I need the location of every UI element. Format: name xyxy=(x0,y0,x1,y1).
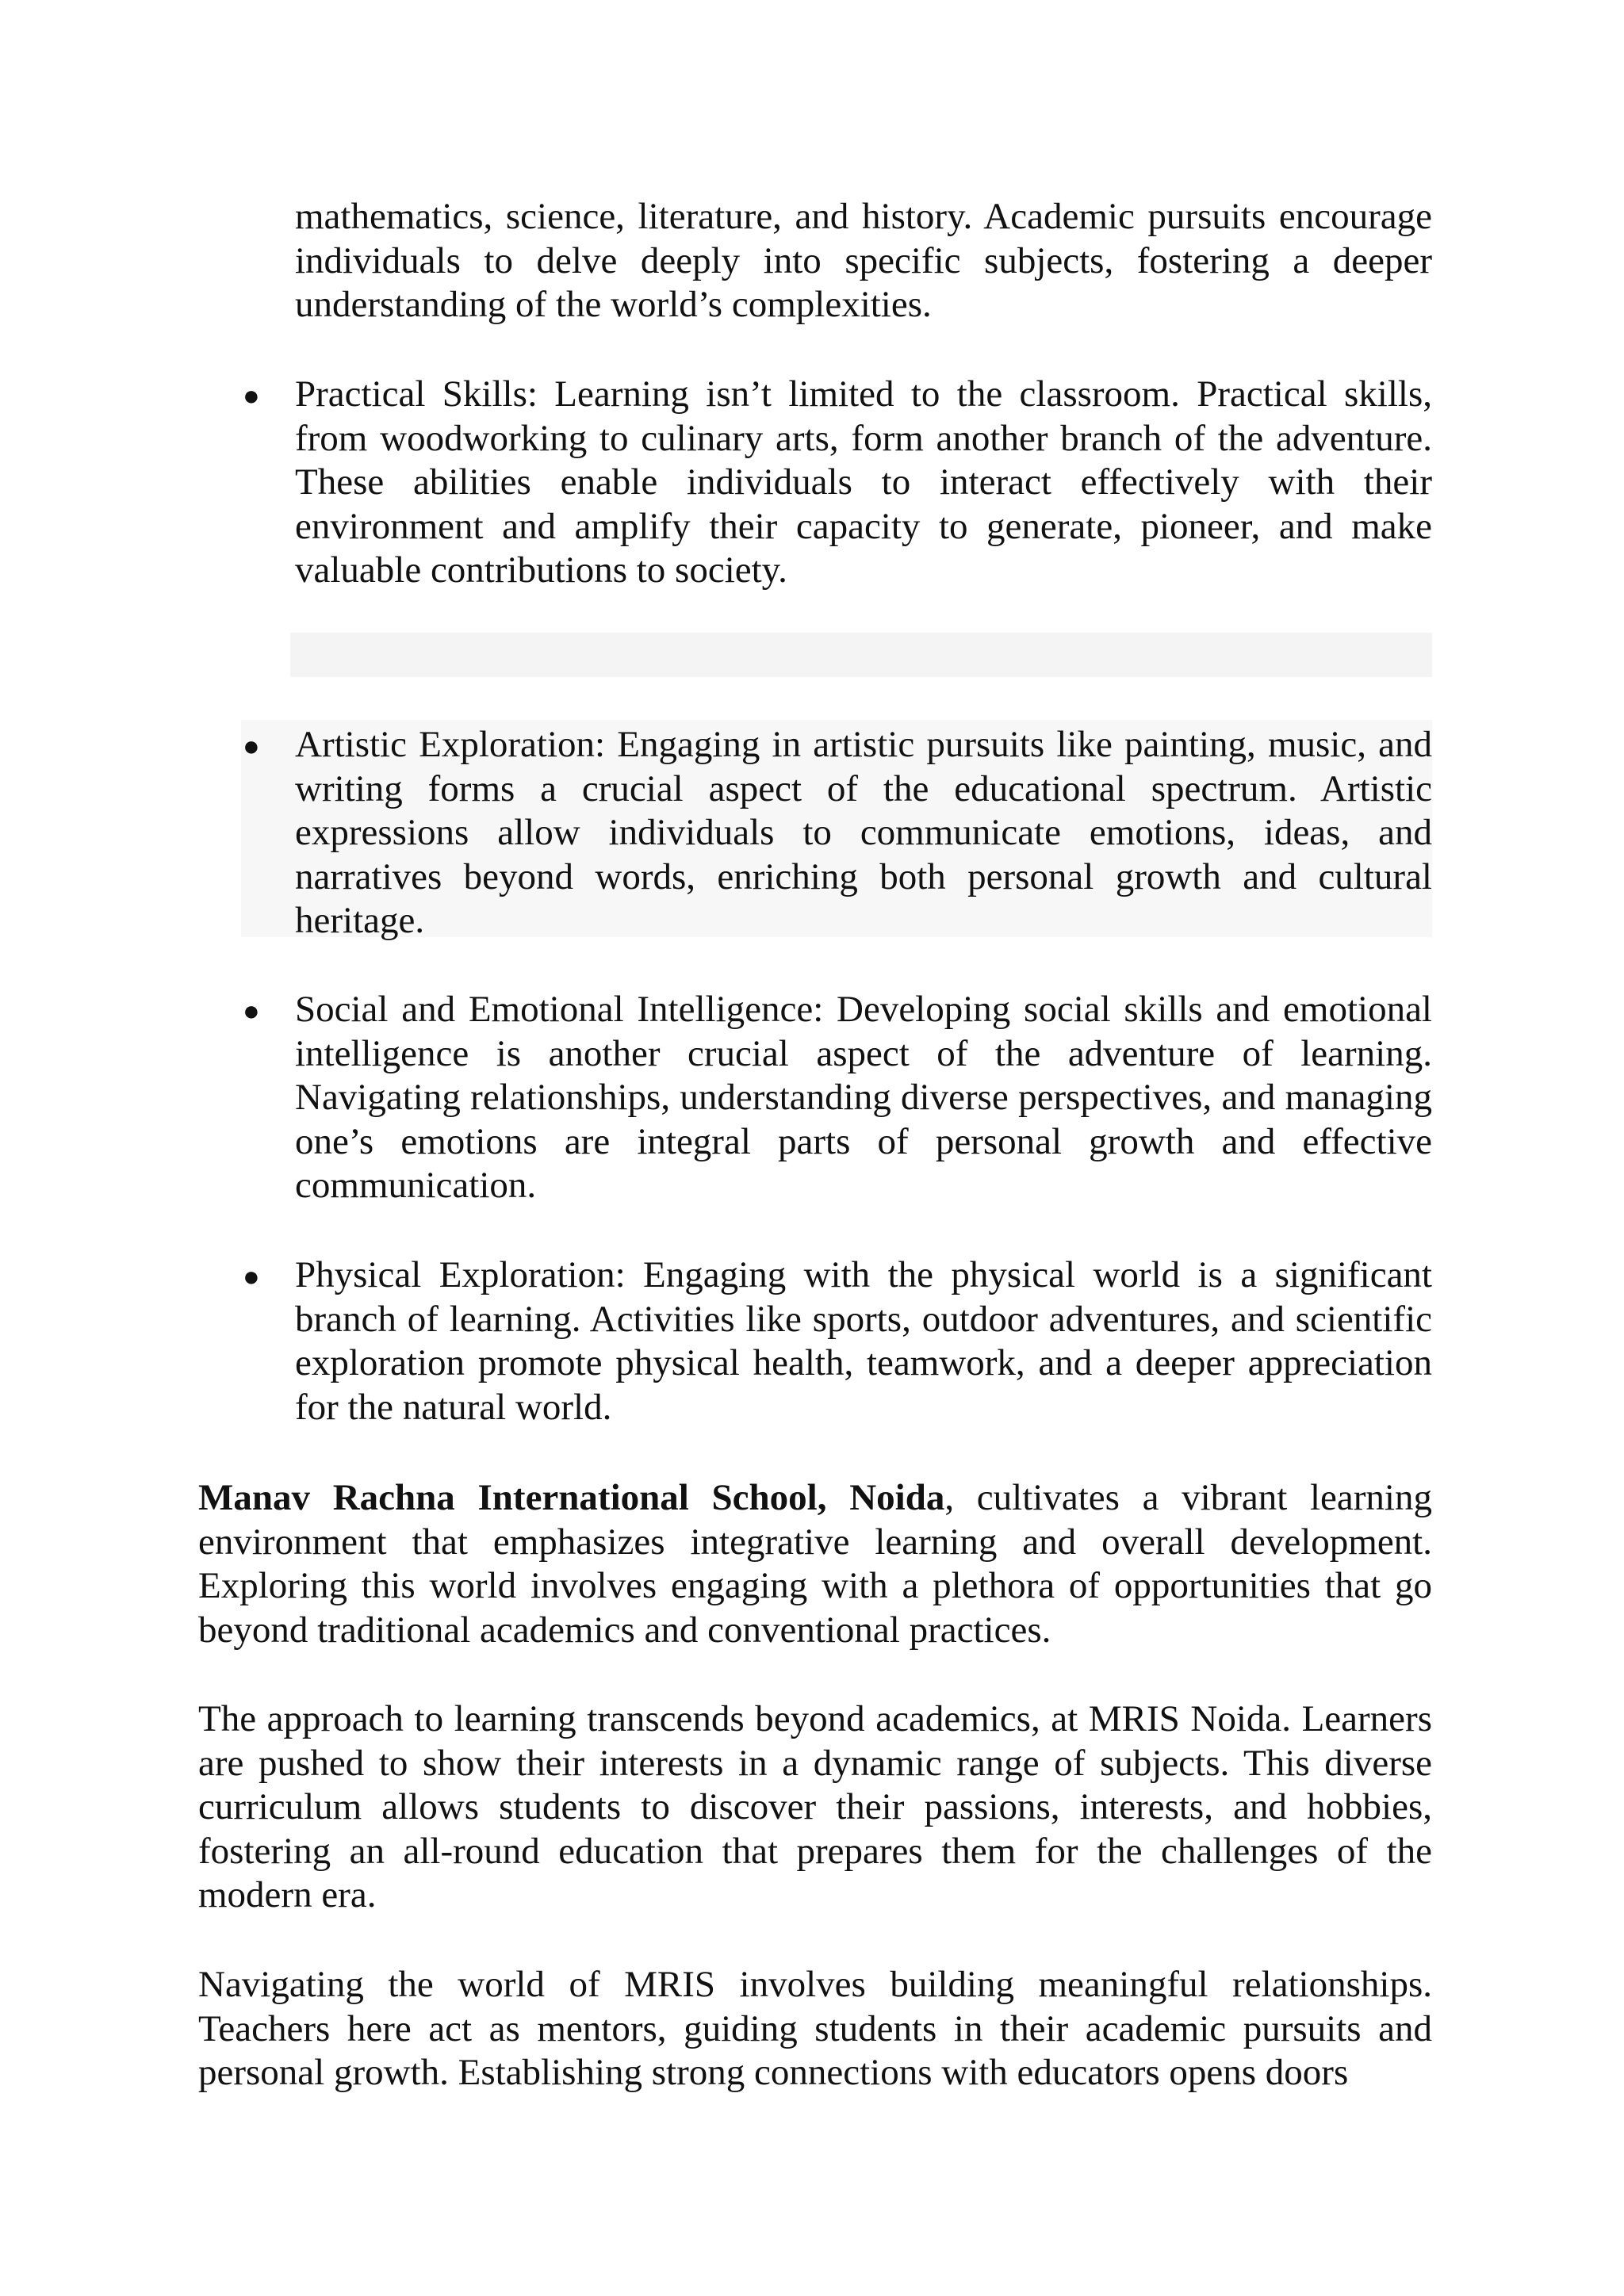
school-intro-text: , cultivates a vibrant learning environment that emphasizes integrative learning and overall development. Exploring this world involves engaging with a plethora of opportunities that go beyond traditional academics and conventional practices. xyxy=(198,1477,1432,1651)
navigating-paragraph: Navigating the world of MRIS involves building meaningful relationships. Teachers here act as mentors, guiding students in their academic pursuits and personal growth. Establishing strong connections with educators opens doors xyxy=(198,1964,1432,2093)
shaded-highlight-bar xyxy=(290,633,1432,677)
school-name: Manav Rachna International School, Noida xyxy=(198,1477,945,1518)
bullet-icon: ● xyxy=(243,995,260,1027)
intro-continuation-paragraph: mathematics, science, literature, and history. Academic pursuits encourage individuals to delve deeply into specific subjects, fostering a deeper understanding of the world’s complexities. xyxy=(295,196,1432,325)
bullet-icon: ● xyxy=(243,380,260,411)
bullet-icon: ● xyxy=(243,730,260,762)
bullet-social-emotional-intelligence: Social and Emotional Intelligence: Developing social skills and emotional intelligence is another crucial aspect of the adventure of learning. Navigating relationships, understanding diverse perspectives, and managing one’s emotions are integral parts of personal growth and effective communication. xyxy=(295,989,1432,1206)
bullet-practical-skills: Practical Skills: Learning isn’t limited to the classroom. Practical skills, from woodworking to culinary arts, form another branch of the adventure. These abilities enable individuals to interact effectively with their environment and amplify their capacity to generate, pioneer, and make valuable contributions to society. xyxy=(295,373,1432,591)
approach-paragraph: The approach to learning transcends beyond academics, at MRIS Noida. Learners are pushed to show their interests in a dynamic range of subjects. This diverse curriculum allows students to discover their passions, interests, and hobbies, fostering an all-round education that prepares them for the challenges of the modern era. xyxy=(198,1698,1432,1915)
school-intro-paragraph xyxy=(198,1476,1432,1652)
bullet-physical-exploration: Physical Exploration: Engaging with the physical world is a significant branch of learning. Activities like sports, outdoor adventures, and scientific exploration promote physical health, teamwork, and a deeper appreciation for the natural world. xyxy=(295,1254,1432,1428)
bullet-icon: ● xyxy=(243,1261,260,1292)
bullet-artistic-exploration: Artistic Exploration: Engaging in artistic pursuits like painting, music, and writing forms a crucial aspect of the educational spectrum. Artistic expressions allow individuals to communicate emotions, ideas, and narratives beyond words, enriching both personal growth and cultural heritage. xyxy=(295,724,1432,941)
